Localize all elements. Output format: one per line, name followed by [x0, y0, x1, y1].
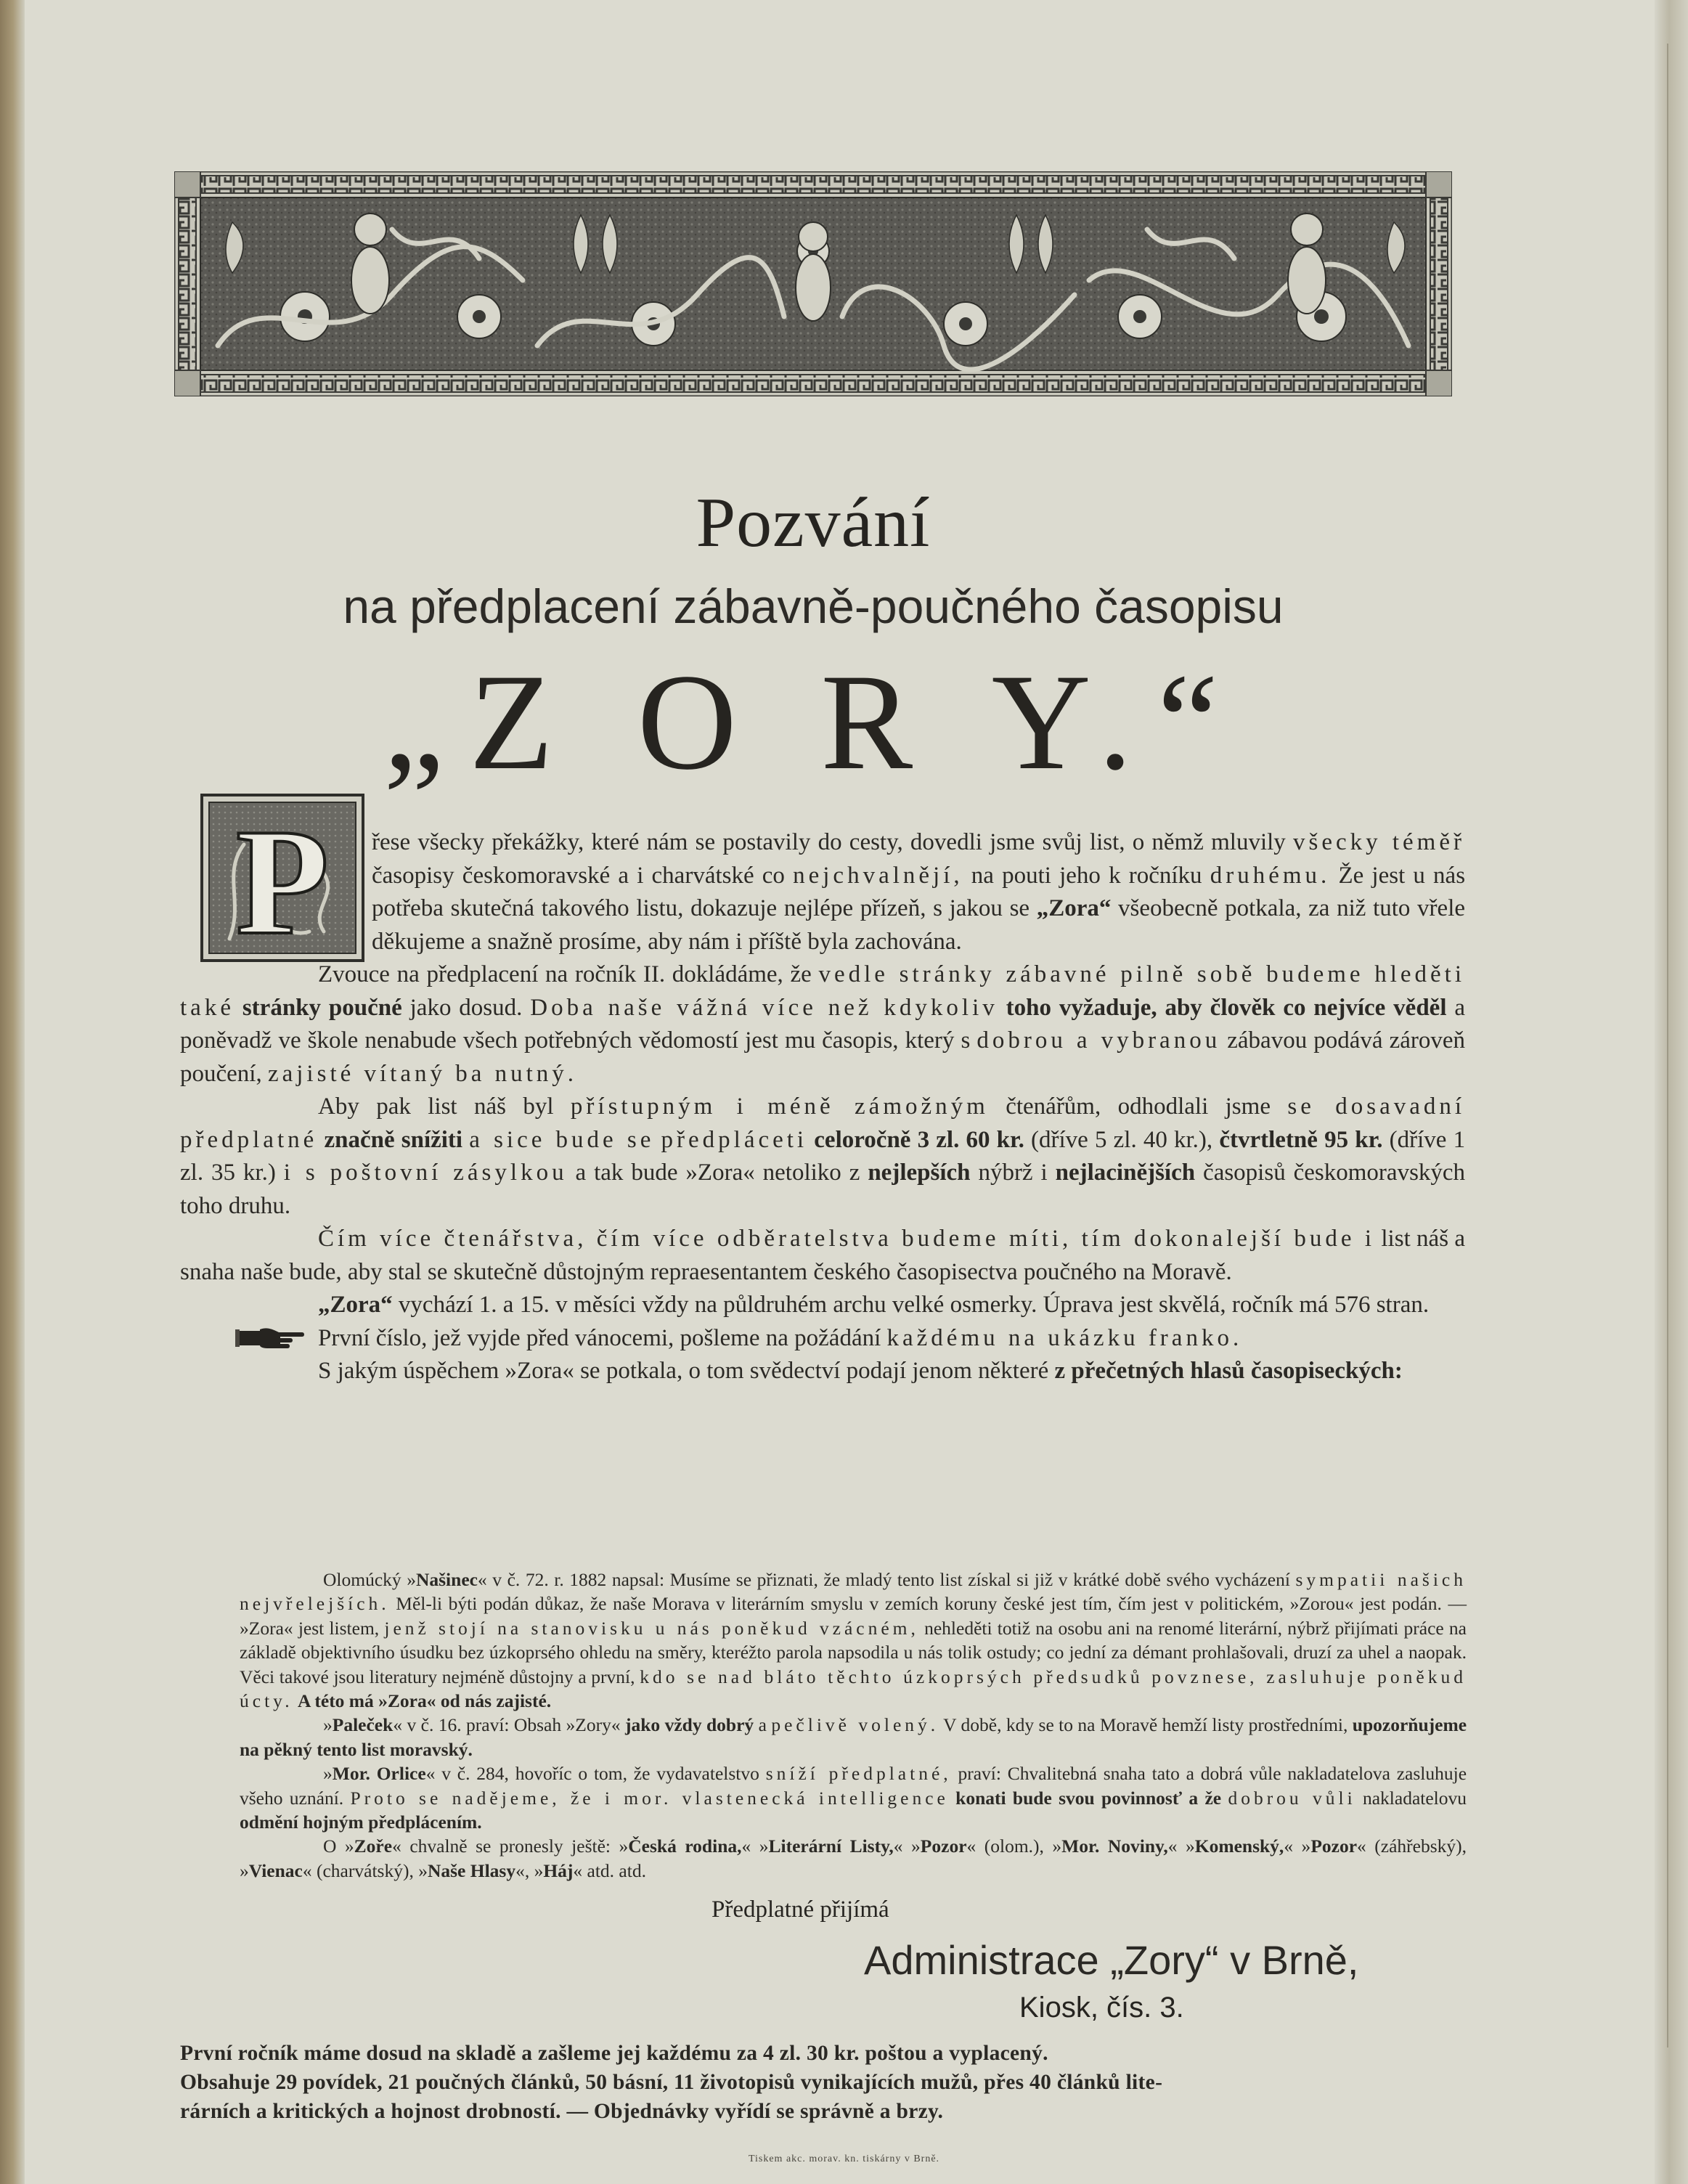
- quote-mor-orlice: [240, 1761, 1467, 1834]
- svg-text:P: P: [235, 798, 330, 962]
- q3-text-g: konati bude svou povinnosť a že: [955, 1787, 1222, 1809]
- q4-text-e: « »: [741, 1835, 769, 1857]
- p5-text-b: vychází 1. a 15. v měsíci vždy na půldruhém archu velké osmerky. Úprava jest skvělá, ročník má 576 stran.: [398, 1292, 1430, 1318]
- quote-other-press: [240, 1834, 1467, 1883]
- p4-text-b: list náš a snaha naše bude, aby stal se skutečně důstojným repraesentantem českého časopisectva poučného na Moravě.: [180, 1226, 1466, 1285]
- q4-text-k: « »: [1167, 1835, 1195, 1857]
- q2-text-e: a: [758, 1714, 767, 1736]
- paragraph-1: [180, 826, 1465, 958]
- pointing-hand-icon: [235, 1325, 305, 1351]
- p7-text-a: S jakým úspěchem »Zora« se potkala, o tom svědectví podají jenom některé: [318, 1358, 1049, 1384]
- paragraph-7: [180, 1355, 1465, 1388]
- p1-text-d: nejchvalnějí,: [793, 862, 963, 889]
- p3-text-b: přístupným i méně zámožným: [570, 1093, 989, 1120]
- page-fold-line: [1667, 44, 1668, 2048]
- p6-text-a: První číslo, jež vyjde před vánocemi, pošleme na požádání: [318, 1324, 881, 1351]
- p3-text-n: nejlepších: [868, 1160, 971, 1186]
- q4-text-a: O »: [323, 1835, 354, 1857]
- p5-text-a: „Zora“: [318, 1292, 393, 1318]
- q1-text-f: jenž stojí na stanovisku u nás poněkud vzácném,: [384, 1617, 919, 1639]
- q1-text-c: « v č. 72. r. 1882 napsal: Musíme se přiznati, že mladý tento list získal si již v krátké době svého vycházení: [477, 1569, 1290, 1590]
- q4-text-n: Pozor: [1310, 1835, 1358, 1857]
- q1-text-a: Olomúcký »: [323, 1569, 416, 1590]
- magazine-name: „Z O R Y.“: [383, 646, 1244, 799]
- paragraph-3: [180, 1091, 1465, 1223]
- paragraph-5: [180, 1289, 1465, 1322]
- q4-text-c: « chvalně se pronesly ještě: »: [392, 1835, 629, 1857]
- p3-text-e: značně snížiti: [324, 1126, 463, 1153]
- footer-line-1: První ročník máme dosud na skladě a zašleme jej každému za 4 zl. 30 kr. poštou a vyplacený.: [180, 2042, 1048, 2065]
- quote-palecek: [240, 1713, 1467, 1761]
- p3-text-c: čtenářům, odhodlali jsme: [1006, 1093, 1271, 1120]
- q1-text-b: Našinec: [415, 1569, 478, 1590]
- p1-text-a: řese všecky překážky, které nám se postavily do cesty, dovedli jsme svůj list, o němž mluvily: [372, 829, 1286, 855]
- q4-text-d: Česká rodina,: [628, 1835, 742, 1857]
- q4-text-r: Naše Hlasy: [427, 1859, 516, 1881]
- q3-text-f: Proto se nadějeme, že i mor. vlastenecká intelligence: [350, 1787, 949, 1809]
- q4-text-l: Komenský,: [1194, 1835, 1284, 1857]
- p3-text-q: časopisů českomoravských toho druhu.: [180, 1160, 1466, 1219]
- p7-text-b: z přečetných hlasů časopiseckých:: [1054, 1358, 1403, 1384]
- drop-cap-spacer: [180, 826, 372, 958]
- paragraph-4: [180, 1223, 1465, 1289]
- p2-text-f: toho vyžaduje, aby člověk co nejvíce věděl: [1006, 994, 1447, 1021]
- q2-text-b: Paleček: [332, 1714, 394, 1736]
- q4-text-b: Zoře: [354, 1835, 393, 1857]
- q3-text-i: nakladatelovu: [1362, 1787, 1467, 1809]
- body-text: [180, 826, 1465, 1388]
- q4-text-h: Pozor: [920, 1835, 967, 1857]
- q1-text-d: sympatii našich nejvřelejších.: [240, 1569, 1467, 1615]
- subscription-label: Předplatné přijímá: [712, 1896, 889, 1923]
- p2-text-g: a poněvadž ve škole nenabude všech potřebných vědomostí jest mu časopis, který s: [180, 994, 1466, 1054]
- q3-text-j: odmění hojným předplácením.: [240, 1812, 482, 1833]
- p3-text-a: Aby pak list náš byl: [318, 1093, 554, 1120]
- p2-text-h: dobrou a vybranou: [976, 1027, 1221, 1054]
- p3-text-l: i s poštovní zásylkou: [283, 1160, 568, 1186]
- q4-text-s: «, »: [515, 1859, 544, 1881]
- p1-text-b: všecky téměř: [1293, 829, 1465, 855]
- p4-text-a: Čím více čtenářstva, čím více odběratelstva budeme míti, tím dokonalejší bude i: [318, 1226, 1376, 1252]
- p1-text-e: na pouti jeho k ročníku: [971, 862, 1202, 889]
- footer-note: [180, 2039, 1465, 2126]
- printer-imprint: Tiskem akc. morav. kn. tiskárny v Brně.: [748, 2154, 940, 2164]
- q1-text-g: nehleděti totiž na osobu ani na renomé literární, nýbrž přijímati práce na základě objektivního úsudku bez úzkoprsého ohledu na směry, kteréžto parola napsodila u nás tolik ostudy; co jední za démant prohlašovali, druzí za uhel a naopak. Věci takové jsou literatury nejméně důstojny a první,: [240, 1617, 1467, 1687]
- p1-text-i: všeobecně potkala, za niž tuto vřele děkujeme a snažně prosíme, aby nám i příště byla zachována.: [372, 895, 1466, 955]
- q4-text-q: « (charvátský), »: [302, 1859, 428, 1881]
- p2-text-j: zajisté vítaný ba nutný.: [267, 1060, 578, 1087]
- q3-text-c: « v č. 284, hovoříc o tom, že vydavatelstvo: [425, 1763, 759, 1785]
- q3-text-h: dobrou vůli: [1228, 1787, 1356, 1809]
- p3-text-d: se dosavadní předplatné: [180, 1093, 1466, 1153]
- p3-text-p: nejlacinějších: [1055, 1160, 1196, 1186]
- p3-text-o: nýbrž i: [978, 1160, 1048, 1186]
- q2-text-d: jako vždy dobrý: [625, 1714, 754, 1736]
- ornamental-frieze-icon: [174, 171, 1452, 396]
- footer-line-3: rárních a kritických a hojnost drobností. — Objednávky vyřídí se správně a brzy.: [180, 2100, 944, 2123]
- p3-text-j: čtvrtletně 95 kr.: [1219, 1126, 1383, 1153]
- q2-text-c: « v č. 16. praví: Obsah »Zory«: [393, 1714, 621, 1736]
- q2-text-a: »: [323, 1714, 333, 1736]
- page-edge-left: [0, 0, 25, 2184]
- p3-text-i: (dříve 5 zl. 40 kr.),: [1031, 1126, 1213, 1153]
- q1-text-h: kdo se nad bláto těchto úzkoprsých předsudků povznese, zasluhuje poněkud úcty.: [240, 1666, 1467, 1712]
- q3-text-b: Mor. Orlice: [332, 1763, 426, 1785]
- q4-text-g: « »: [893, 1835, 921, 1857]
- footer-line-2: Obsahuje 29 povídek, 21 poučných článků, 50 básní, 11 životopisů vynikajících mužů, přes 40 článků lite-: [180, 2071, 1163, 2094]
- q4-text-f: Literární Listy,: [768, 1835, 894, 1857]
- administration-address: Administrace „Zory“ v Brně,: [864, 1937, 1359, 1983]
- p6-text-b: každému na ukázku franko.: [886, 1324, 1243, 1351]
- q1-text-i: A této má »Zora« od nás zajisté.: [298, 1690, 552, 1712]
- q4-text-p: Vienac: [248, 1859, 303, 1881]
- p3-text-f: a sice bude se: [469, 1126, 655, 1153]
- q3-text-e: praví: Chvalitebná snaha tato a dobrá vůle nakladatelova zasluhuje všeho uznání.: [240, 1763, 1467, 1809]
- q3-text-a: »: [323, 1763, 333, 1785]
- q4-text-j: Mor. Noviny,: [1061, 1835, 1168, 1857]
- p2-text-c: stránky poučné: [242, 994, 402, 1021]
- q4-text-u: « atd. atd.: [573, 1859, 646, 1881]
- p2-text-e: Doba naše vážná více než kdykoliv: [530, 994, 998, 1021]
- q2-text-h: upozorňujeme na pěkný tento list moravský.: [240, 1714, 1467, 1760]
- paragraph-2: [180, 958, 1465, 1091]
- p2-text-d: jako dosud.: [409, 994, 523, 1021]
- p3-text-g: předpláceti: [661, 1126, 808, 1153]
- p2-text-b: vedle stránky zábavné pilně sobě budeme hleděti také: [180, 961, 1466, 1021]
- p1-text-g: Že jest u nás potřeba skutečná takového listu, dokazuje nejlépe přízeň, s jakou se: [372, 862, 1466, 921]
- q3-text-d: sníží předplatné,: [765, 1763, 952, 1785]
- p2-text-i: zábavou podává zároveň poučení,: [180, 1027, 1466, 1087]
- p1-text-c: časopisy českomoravské a i charvátské co: [372, 862, 785, 889]
- kiosk-address: Kiosk, čís. 3.: [1019, 1992, 1184, 2024]
- page-subtitle: na předplacení zábavně-poučného časopisu: [343, 579, 1284, 633]
- q1-text-e: Měl-li býti podán důkaz, že naše Morava v literárním smyslu v zemích koruny české jest tím, čím jest v politickém, »Zorou« jest podán. — »Zora« jest listem,: [240, 1593, 1467, 1639]
- q2-text-g: V době, kdy se to na Moravě hemží listy prostředními,: [943, 1714, 1348, 1736]
- paragraph-6: [180, 1322, 1465, 1356]
- q4-text-i: « (olom.), »: [966, 1835, 1062, 1857]
- p3-text-k: (dříve 1 zl. 35 kr.): [180, 1126, 1466, 1186]
- p2-text-a: Zvouce na předplacení na ročník II. dokládáme, že: [318, 961, 812, 987]
- page-edge-right: [1655, 0, 1688, 2184]
- q4-text-m: « »: [1284, 1835, 1311, 1857]
- page-title: Pozvání: [696, 484, 931, 562]
- p1-text-h: „Zora“: [1036, 895, 1112, 921]
- q4-text-o: « (záhřebský), »: [240, 1835, 1467, 1881]
- quote-nasinec: [240, 1568, 1467, 1713]
- press-quotes: [240, 1568, 1467, 1883]
- q4-text-t: Háj: [543, 1859, 574, 1881]
- p3-text-m: a tak bude »Zora« netoliko z: [575, 1160, 860, 1186]
- q2-text-f: pečlivě volený.: [771, 1714, 939, 1736]
- p1-text-f: druhému.: [1210, 862, 1331, 889]
- p3-text-h: celoročně 3 zl. 60 kr.: [814, 1126, 1024, 1153]
